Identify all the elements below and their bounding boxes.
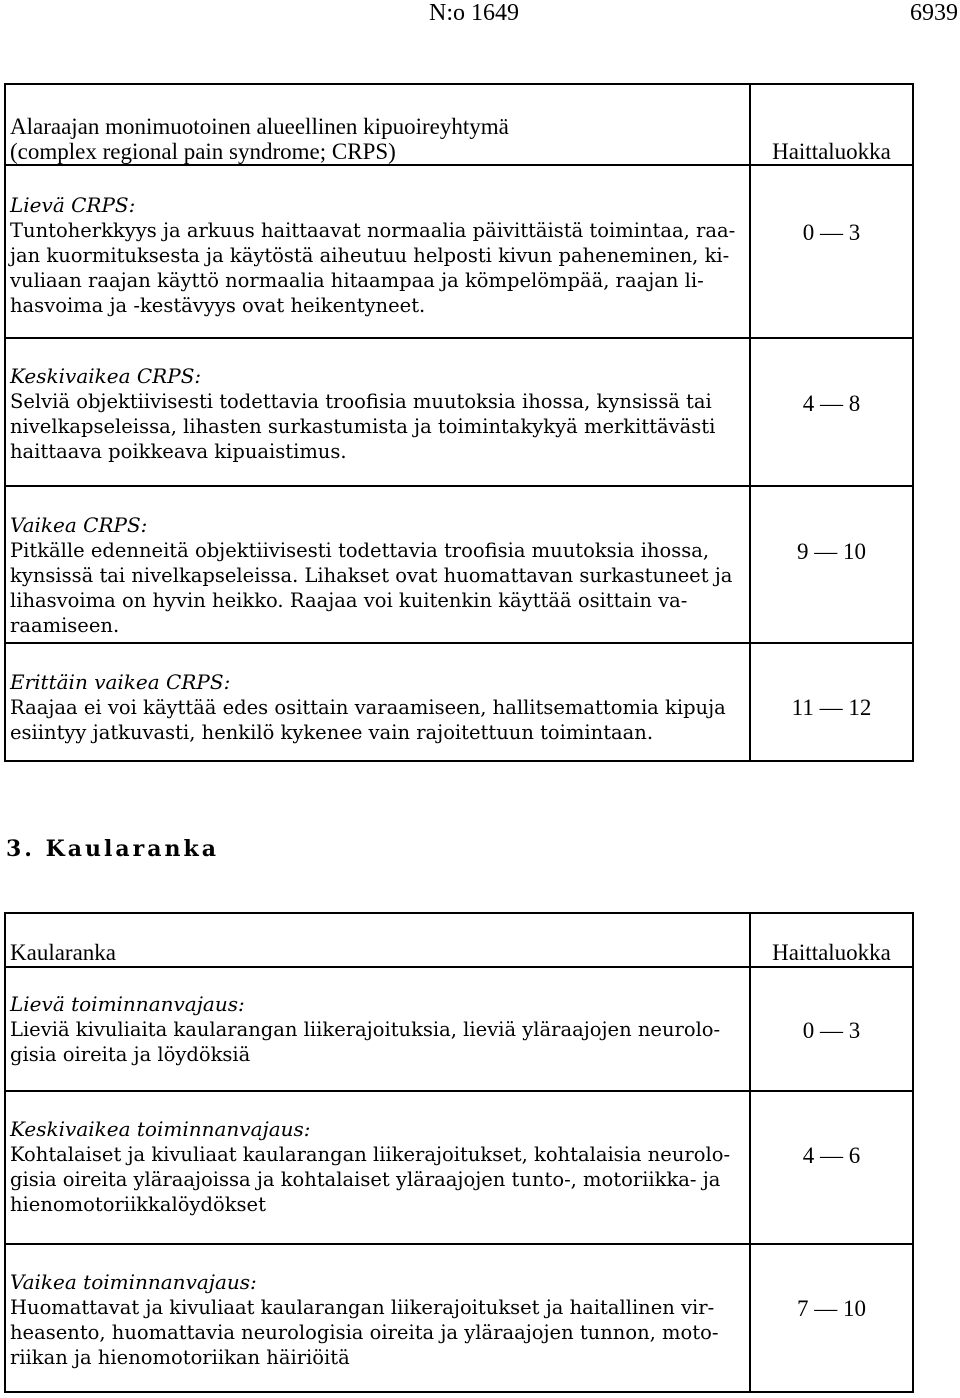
description-line: hasvoima ja -kestävyys ovat heikentyneet. xyxy=(10,294,426,317)
description-cell xyxy=(5,643,750,761)
table-title-line: Alaraajan monimuotoinen alueellinen kipuoireyhtymä xyxy=(10,114,509,139)
table-row xyxy=(5,1091,913,1244)
class-header: Haittaluokka xyxy=(772,139,891,164)
class-cell xyxy=(750,165,913,338)
section-title: 3. Kaularanka xyxy=(6,836,219,862)
description-line: hienomotoriikkalöydökset xyxy=(10,1193,266,1216)
description-line: vuliaan raajan käyttö normaalia hitaampaa ja kömpelömpää, raajan li- xyxy=(10,269,704,292)
class-cell xyxy=(750,643,913,761)
class-range: 11 — 12 xyxy=(791,695,872,720)
level-label: Vaikea CRPS: xyxy=(10,513,148,537)
level-label: Keskivaikea CRPS: xyxy=(10,364,202,388)
description-cell xyxy=(5,338,750,486)
table-row xyxy=(5,165,913,338)
class-cell xyxy=(750,338,913,486)
description-line: Pitkälle edenneitä objektiivisesti todettavia troofisia muutoksia ihossa, xyxy=(10,539,710,562)
description-cell xyxy=(5,165,750,338)
description-line: Huomattavat ja kivuliaat kaularangan liikerajoitukset ja haitallinen vir- xyxy=(10,1296,715,1319)
description-line: lihasvoima on hyvin heikko. Raajaa voi kuitenkin käyttää osittain va- xyxy=(10,589,688,612)
description-line: riikan ja hienomotoriikan häiriöitä xyxy=(10,1346,350,1369)
class-range: 0 — 3 xyxy=(802,1018,861,1043)
description-line: nivelkapseleissa, lihasten surkastumista ja toimintakykyä merkittävästi xyxy=(10,415,716,438)
table-title-line: (complex regional pain syndrome; CRPS) xyxy=(10,139,396,164)
description-line: jan kuormituksesta ja käytöstä aiheutuu helposti kivun paheneminen, ki- xyxy=(10,244,730,267)
statute-number: N:o 1649 xyxy=(429,0,519,26)
page-number: 6939 xyxy=(910,0,958,26)
table-title-cell xyxy=(5,84,750,165)
description-line: Kohtalaiset ja kivuliaat kaularangan liikerajoitukset, kohtalaisia neurolo- xyxy=(10,1143,731,1166)
table-row xyxy=(5,338,913,486)
class-range: 0 — 3 xyxy=(802,220,861,245)
description-line: heasento, huomattavia neurologisia oireita ja yläraajojen tunnon, moto- xyxy=(10,1321,719,1344)
description-line: gisia oireita yläraajoissa ja kohtalaiset yläraajojen tunto-, motoriikka- ja xyxy=(10,1168,721,1191)
description-line: Tuntoherkkyys ja arkuus haittaavat normaalia päivittäistä toimintaa, raa- xyxy=(10,219,736,242)
class-range: 7 — 10 xyxy=(797,1296,866,1321)
class-range: 9 — 10 xyxy=(797,539,866,564)
table-row xyxy=(5,643,913,761)
table-row xyxy=(5,1244,913,1392)
class-header-cell xyxy=(750,84,913,165)
level-label: Erittäin vaikea CRPS: xyxy=(10,670,231,694)
description-line: Raajaa ei voi käyttää edes osittain varaamiseen, hallitsemattomia kipuja xyxy=(10,696,726,719)
class-header: Haittaluokka xyxy=(772,940,891,965)
description-line: kynsissä tai nivelkapseleissa. Lihakset ovat huomattavan surkastuneet ja xyxy=(10,564,733,587)
description-line: esiintyy jatkuvasti, henkilö kykenee vain rajoitettuun toimintaan. xyxy=(10,721,654,744)
description-line: haittaava poikkeava kipuaistimus. xyxy=(10,440,347,463)
description-cell xyxy=(5,1244,750,1392)
level-label: Vaikea toiminnanvajaus: xyxy=(10,1270,257,1294)
class-cell xyxy=(750,967,913,1091)
class-range: 4 — 8 xyxy=(802,391,861,416)
description-line: raamiseen. xyxy=(10,614,120,637)
description-line: Lieviä kivuliaita kaularangan liikerajoituksia, lieviä yläraajojen neurolo- xyxy=(10,1018,721,1041)
kaularanka-table xyxy=(4,912,914,1393)
table-title-cell xyxy=(5,913,750,967)
table-title-line: Kaularanka xyxy=(10,940,116,965)
class-cell xyxy=(750,486,913,643)
class-header-cell xyxy=(750,913,913,967)
crps-table xyxy=(4,83,914,762)
page-header xyxy=(0,0,960,30)
table-row xyxy=(5,486,913,643)
description-line: gisia oireita ja löydöksiä xyxy=(10,1043,251,1066)
table-header-row xyxy=(5,84,913,165)
description-cell xyxy=(5,486,750,643)
description-line: Selviä objektiivisesti todettavia troofisia muutoksia ihossa, kynsissä tai xyxy=(10,390,712,413)
class-cell xyxy=(750,1244,913,1392)
level-label: Keskivaikea toiminnanvajaus: xyxy=(10,1117,311,1141)
level-label: Lievä CRPS: xyxy=(10,193,136,217)
class-cell xyxy=(750,1091,913,1244)
class-range: 4 — 6 xyxy=(802,1143,861,1168)
level-label: Lievä toiminnanvajaus: xyxy=(10,992,245,1016)
table-row xyxy=(5,967,913,1091)
table-header-row xyxy=(5,913,913,967)
description-cell xyxy=(5,967,750,1091)
description-cell xyxy=(5,1091,750,1244)
